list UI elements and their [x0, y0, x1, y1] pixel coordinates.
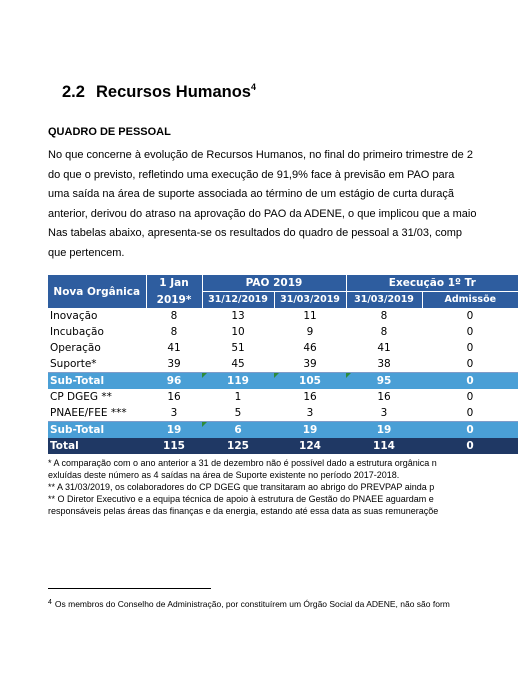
cell-jan: 8 — [146, 308, 202, 324]
cell-pao-1: 5 — [202, 405, 274, 422]
staff-table — [48, 275, 518, 454]
section-number: 2.2 — [62, 83, 85, 101]
cell-pao-1: 51 — [202, 340, 274, 356]
cell-pao-2: 11 — [274, 308, 346, 324]
row-name: PNAEE/FEE *** — [48, 405, 146, 422]
cell-exec-2: 0 — [422, 389, 518, 405]
cell-pao-2: 124 — [274, 438, 346, 454]
row-name: CP DGEG ** — [48, 389, 146, 405]
cell-pao-1: 45 — [202, 356, 274, 373]
footnote — [48, 599, 450, 609]
note-line: ** O Diretor Executivo e a equipa técnica de apoio à estrutura de Gestão do PNAEE aguardam e — [48, 494, 434, 504]
row-name: Inovação — [48, 308, 146, 324]
row-name: Total — [48, 438, 146, 454]
header-org: Nova Orgânica — [48, 275, 146, 308]
cell-exec-2: 0 — [422, 340, 518, 356]
cell-jan: 96 — [146, 373, 202, 390]
subtotal-row — [48, 373, 518, 390]
cell-exec-1: 41 — [346, 340, 422, 356]
footnote-number: 4 — [48, 599, 52, 606]
cell-exec-1: 19 — [346, 422, 422, 439]
cell-pao-1: 119 — [202, 373, 274, 390]
subheading: QUADRO DE PESSOAL — [48, 126, 171, 138]
cell-pao-1: 13 — [202, 308, 274, 324]
header-pao-date2: 31/03/2019 — [274, 292, 346, 309]
cell-exec-1: 38 — [346, 356, 422, 373]
row-name: Operação — [48, 340, 146, 356]
note-line: ** A 31/03/2019, os colaboradores do CP DGEG que transitaram ao abrigo do PREVPAP ainda p — [48, 482, 435, 492]
section-title: Recursos Humanos — [96, 83, 251, 101]
cell-jan: 3 — [146, 405, 202, 422]
cell-exec-2: 0 — [422, 405, 518, 422]
cell-exec-2: 0 — [422, 422, 518, 439]
cell-exec-1: 16 — [346, 389, 422, 405]
cell-exec-1: 8 — [346, 308, 422, 324]
paragraph-line: Nas tabelas abaixo, apresenta-se os resultados do quadro de pessoal a 31/03, comp — [48, 227, 462, 239]
header-pao-date1: 31/12/2019 — [202, 292, 274, 309]
table-row — [48, 340, 518, 356]
cell-exec-1: 114 — [346, 438, 422, 454]
cell-exec-1: 3 — [346, 405, 422, 422]
table-notes — [48, 457, 518, 517]
footnote-ref[interactable]: 4 — [250, 82, 256, 92]
section-heading — [62, 82, 256, 102]
cell-exec-1: 95 — [346, 373, 422, 390]
body-paragraph — [48, 146, 518, 263]
cell-exec-2: 0 — [422, 356, 518, 373]
table-row — [48, 356, 518, 373]
table-row — [48, 308, 518, 324]
paragraph-line: uma saída na área de suporte associada ao término de um estágio de curta duraçã — [48, 188, 455, 200]
cell-pao-1: 6 — [202, 422, 274, 439]
cell-jan: 115 — [146, 438, 202, 454]
cell-jan: 39 — [146, 356, 202, 373]
paragraph-line: No que concerne à evolução de Recursos Humanos, no final do primeiro trimestre de 2 — [48, 149, 473, 161]
note-line: responsáveis pelas áreas das finanças e da energia, estando até essa data as suas remuneraçõe — [48, 506, 439, 516]
cell-pao-2: 3 — [274, 405, 346, 422]
footnote-text: Os membros do Conselho de Administração, por constituírem um Órgão Social da ADENE, não são form — [54, 599, 450, 609]
subtotal-row — [48, 422, 518, 439]
header-jan-line1: 1 Jan — [146, 275, 202, 292]
cell-pao-2: 16 — [274, 389, 346, 405]
cell-pao-1: 125 — [202, 438, 274, 454]
cell-jan: 16 — [146, 389, 202, 405]
table-row — [48, 324, 518, 340]
header-pao: PAO 2019 — [202, 275, 346, 292]
cell-exec-2: 0 — [422, 308, 518, 324]
table-row — [48, 389, 518, 405]
note-line: * A comparação com o ano anterior a 31 de dezembro não é possível dado a estrutura orgânica n — [48, 458, 437, 468]
row-name: Suporte* — [48, 356, 146, 373]
cell-exec-1: 8 — [346, 324, 422, 340]
cell-pao-2: 39 — [274, 356, 346, 373]
header-jan-line2: 2019* — [146, 292, 202, 309]
note-line: exluídas deste número as 4 saídas na área de Suporte existente no período 2017-2018. — [48, 470, 400, 480]
row-name: Sub-Total — [48, 422, 146, 439]
paragraph-line: que pertencem. — [48, 246, 125, 259]
cell-pao-1: 1 — [202, 389, 274, 405]
cell-exec-2: 0 — [422, 373, 518, 390]
row-name: Sub-Total — [48, 373, 146, 390]
footnote-separator — [48, 588, 211, 589]
cell-jan: 8 — [146, 324, 202, 340]
cell-pao-2: 19 — [274, 422, 346, 439]
cell-pao-2: 9 — [274, 324, 346, 340]
paragraph-line: do que o previsto, refletindo uma execução de 91,9% face à previsão em PAO para — [48, 168, 455, 181]
cell-exec-2: 0 — [422, 438, 518, 454]
row-name: Incubação — [48, 324, 146, 340]
paragraph-line: anterior, derivou do atraso na aprovação do PAO da ADENE, o que implicou que a maio — [48, 207, 477, 220]
cell-pao-2: 46 — [274, 340, 346, 356]
cell-exec-2: 0 — [422, 324, 518, 340]
header-exec-date1: 31/03/2019 — [346, 292, 422, 309]
total-row — [48, 438, 518, 454]
cell-jan: 19 — [146, 422, 202, 439]
cell-pao-2: 105 — [274, 373, 346, 390]
header-exec-admissions: Admissõe — [422, 292, 518, 309]
header-exec: Execução 1º Tr — [346, 275, 518, 292]
table-row — [48, 405, 518, 422]
cell-jan: 41 — [146, 340, 202, 356]
cell-pao-1: 10 — [202, 324, 274, 340]
